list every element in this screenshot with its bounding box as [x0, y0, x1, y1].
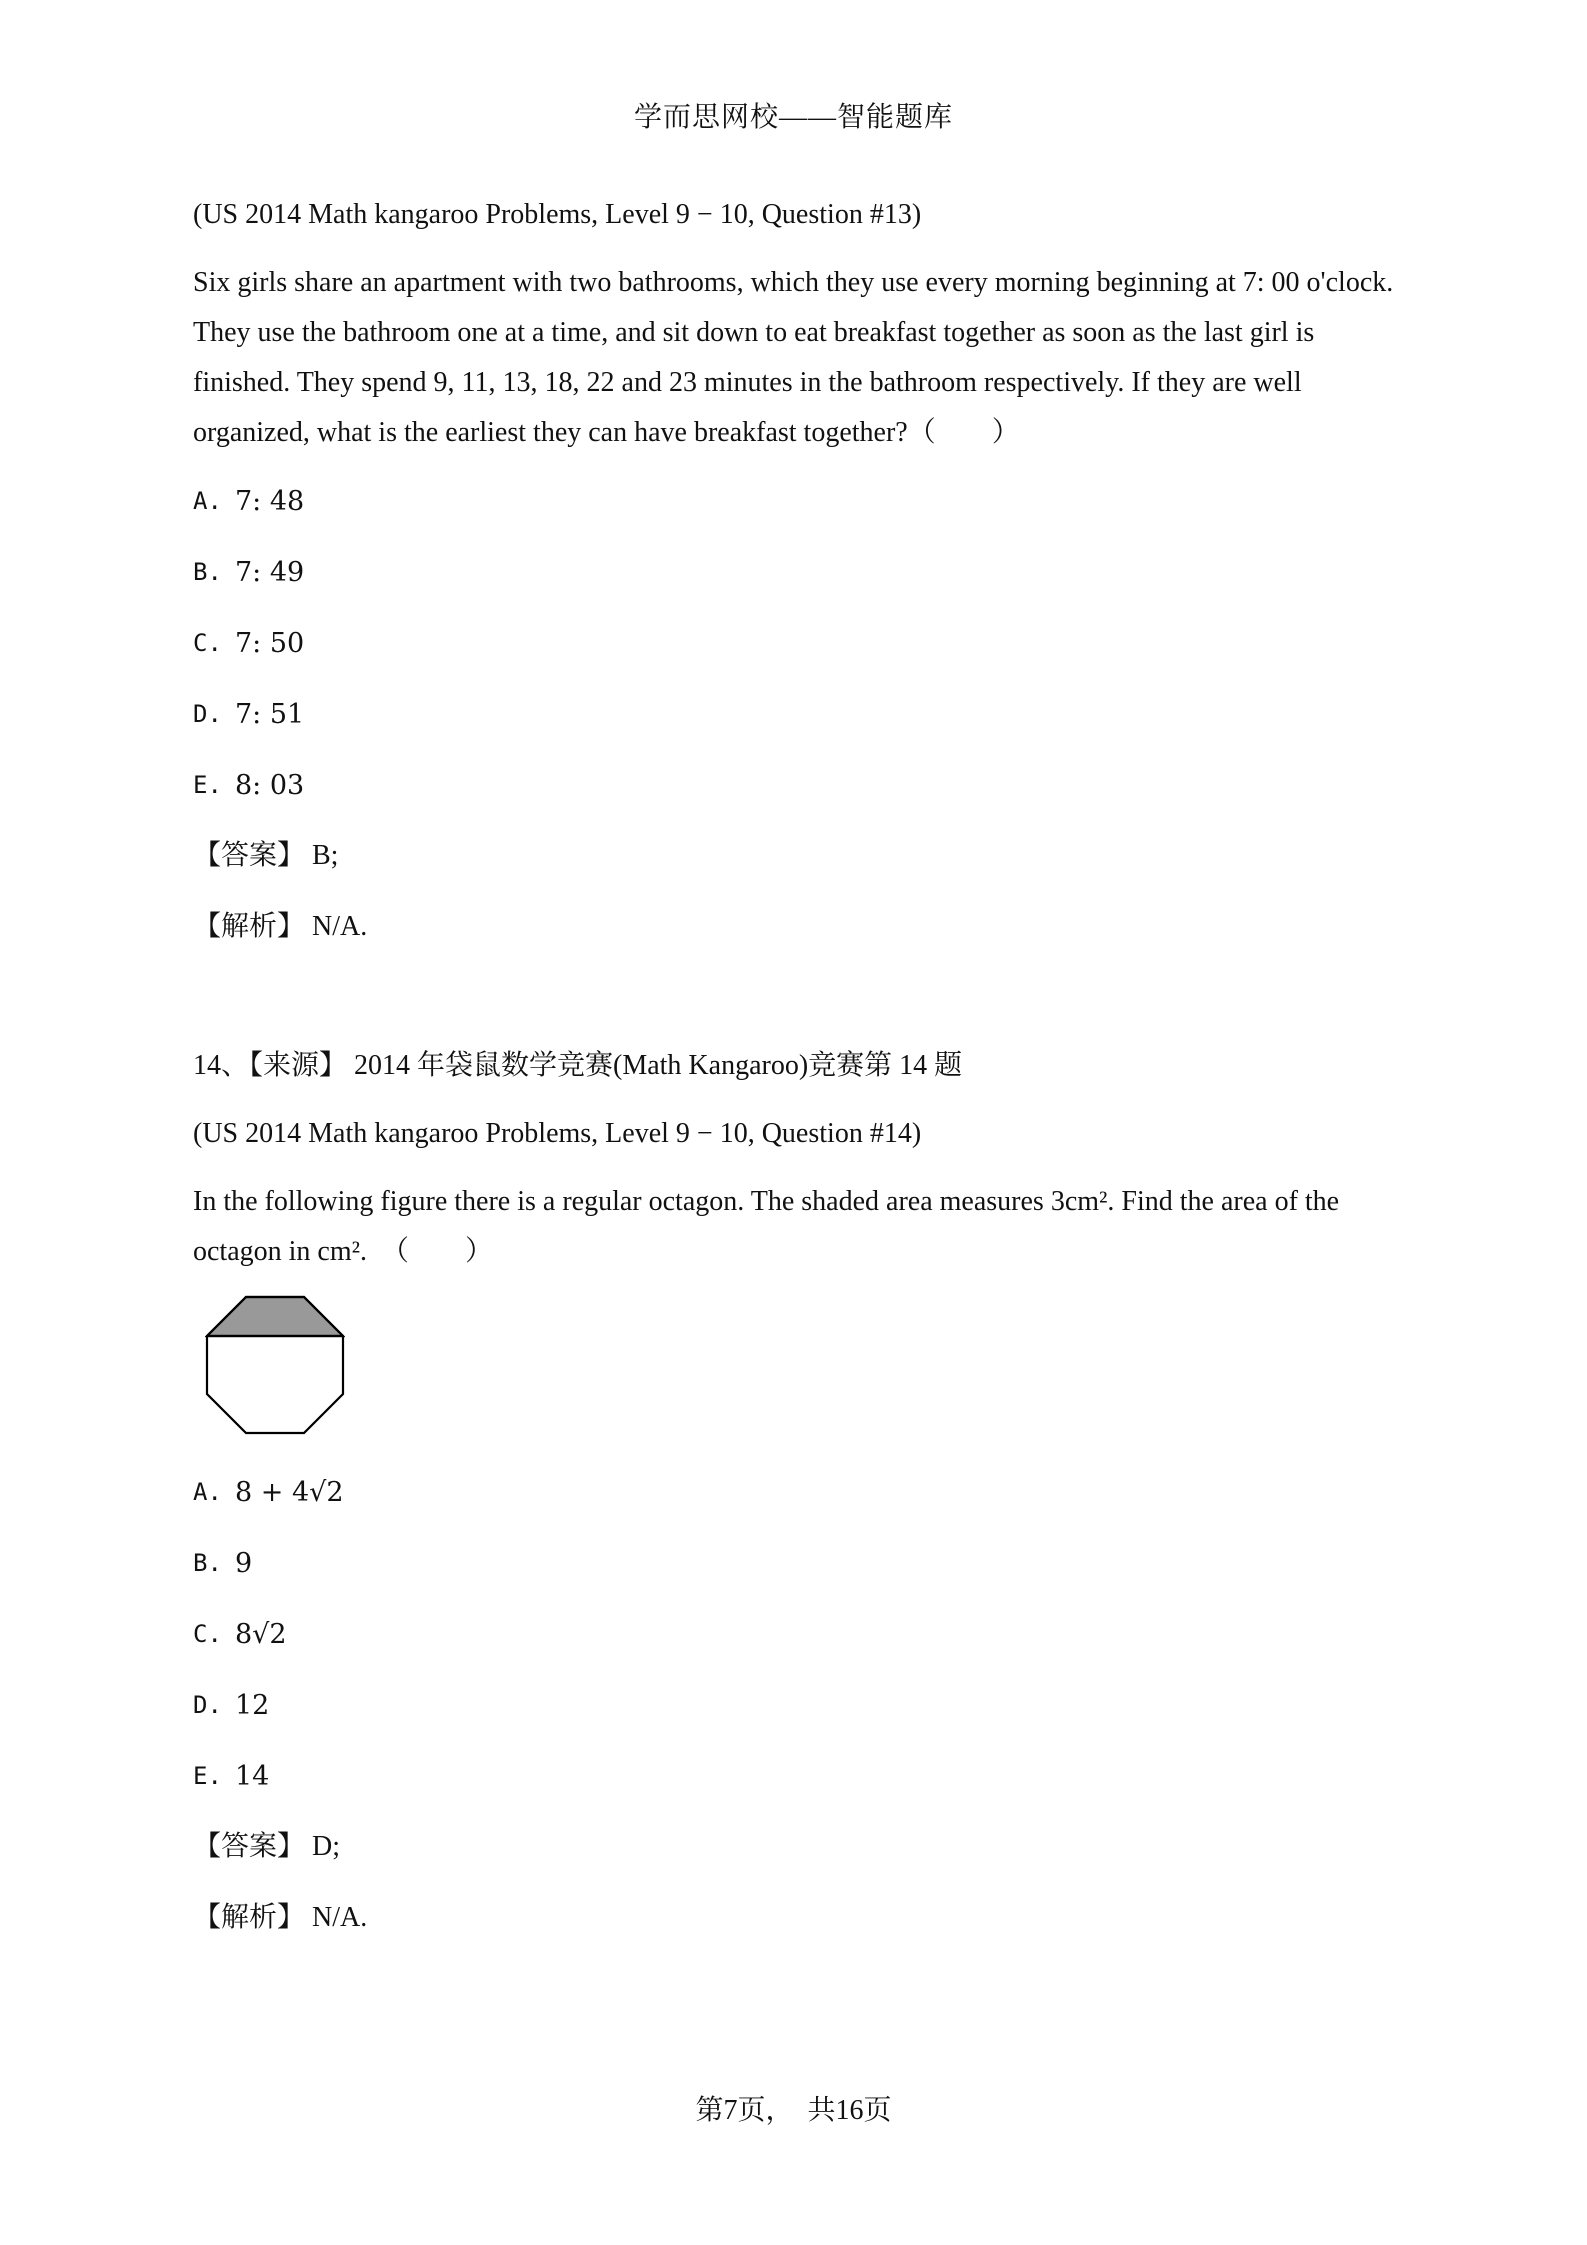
q13-option-c: [193, 618, 1423, 668]
q14-option-c: [193, 1609, 1423, 1659]
q14-text-line: In the following figure there is a regular octagon. The shaded area measures 3cm². Find the area of the: [193, 1186, 1340, 1217]
q14-option-a: [193, 1467, 1423, 1517]
q13-source-line: (US 2014 Math kangaroo Problems, Level 9 − 10, Question #13): [193, 199, 922, 230]
q13-text-line: organized, what is the earliest they can have breakfast together?（ ）: [193, 417, 1020, 448]
option-value: 12: [235, 1689, 270, 1721]
q14-title-line: 14、【来源】 2014 年袋鼠数学竞赛(Math Kangaroo)竞赛第 14 题: [193, 1050, 963, 1081]
q13-question-text: [193, 258, 1423, 458]
q14-source-line: (US 2014 Math kangaroo Problems, Level 9 − 10, Question #14): [193, 1118, 922, 1149]
option-value: 14: [235, 1760, 270, 1792]
option-value: 7: 51: [235, 698, 305, 730]
q14-options: [193, 1467, 1423, 1801]
option-value: 9: [235, 1547, 253, 1579]
option-value: 8: 03: [235, 769, 305, 801]
option-letter: A.: [193, 487, 222, 515]
option-value: 7: 49: [235, 556, 305, 588]
q14-question-text: [193, 1177, 1423, 1277]
q13-text-line: finished. They spend 9, 11, 13, 18, 22 and 23 minutes in the bathroom respectively. If they are well: [193, 367, 1302, 398]
option-letter: E.: [193, 1762, 222, 1790]
option-letter: E.: [193, 771, 222, 799]
q13-option-b: [193, 547, 1423, 597]
page-header: 学而思网校——智能题库: [633, 102, 953, 133]
option-letter: D.: [193, 1691, 222, 1719]
option-letter: D.: [193, 700, 222, 728]
q14-text-line: octagon in cm². （ ）: [193, 1236, 494, 1267]
option-letter: B.: [193, 558, 222, 586]
option-value: 7: 48: [235, 485, 305, 517]
question-gap: [193, 973, 1423, 1041]
q14-option-d: [193, 1680, 1423, 1730]
option-letter: A.: [193, 1478, 222, 1506]
q13-text-line: Six girls share an apartment with two bathrooms, which they use every morning beginning at 7: 00 o'clock.: [193, 267, 1394, 298]
option-value: 8 + 4√2: [235, 1476, 344, 1508]
option-value: 7: 50: [235, 627, 305, 659]
q13-answer: 【答案】 B;: [193, 840, 339, 871]
octagon-figure: [205, 1295, 345, 1435]
page-content: [193, 190, 1423, 1964]
option-letter: C.: [193, 1620, 222, 1648]
page-footer: 第7页， 共16页: [695, 2095, 892, 2126]
q14-option-b: [193, 1538, 1423, 1588]
q13-text-line: They use the bathroom one at a time, and sit down to eat breakfast together as soon as the last girl is: [193, 317, 1315, 348]
option-letter: C.: [193, 629, 222, 657]
q13-option-d: [193, 689, 1423, 739]
option-letter: B.: [193, 1549, 222, 1577]
q14-option-e: [193, 1751, 1423, 1801]
question-14: [193, 1041, 1423, 1943]
q14-answer: 【答案】 D;: [193, 1831, 341, 1862]
q13-options: [193, 476, 1423, 810]
q13-option-a: [193, 476, 1423, 526]
question-13: [193, 190, 1423, 952]
q13-option-e: [193, 760, 1423, 810]
option-value: 8√2: [235, 1618, 287, 1650]
q14-analysis: 【解析】 N/A.: [193, 1902, 368, 1933]
q13-analysis: 【解析】 N/A.: [193, 911, 368, 942]
